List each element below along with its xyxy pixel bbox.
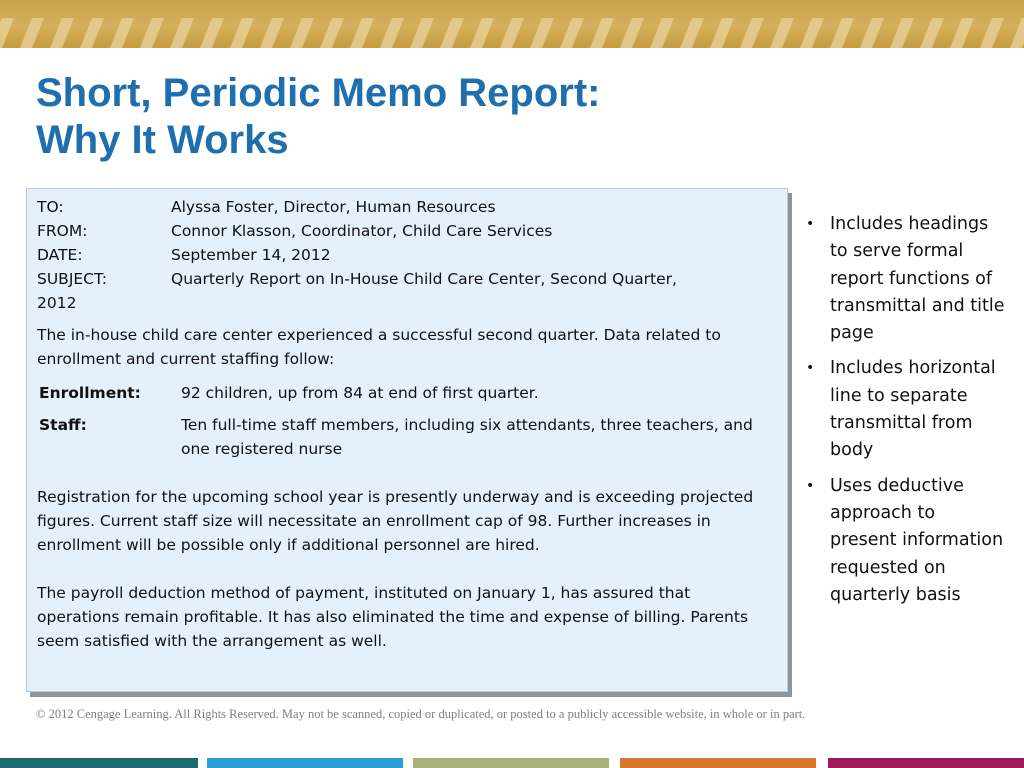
- band-stripe: [200, 18, 224, 48]
- band-stripe: [410, 18, 434, 48]
- bottom-bar-olive: [413, 758, 609, 768]
- band-stripe: [710, 18, 734, 48]
- header-label: SUBJECT:: [37, 270, 107, 288]
- header-value: Connor Klasson, Coordinator, Child Care Services: [171, 222, 553, 240]
- band-stripe: [350, 18, 374, 48]
- band-stripe: [650, 18, 674, 48]
- bullet-list: [806, 211, 1006, 617]
- memo-intro: The in-house child care center experienced a successful second quarter. Data related to enrollment and current staffing follow:: [37, 326, 721, 368]
- bottom-bar-blue: [207, 758, 403, 768]
- band-stripe: [110, 18, 134, 48]
- band-stripes: [0, 18, 1024, 48]
- memo-content: [37, 195, 775, 653]
- enrollment-label: Enrollment:: [39, 384, 141, 402]
- bottom-bar-magenta: [828, 758, 1024, 768]
- memo-header-from: [37, 219, 775, 243]
- bullet-dot-icon: •: [806, 477, 815, 494]
- header-value: Quarterly Report on In-House Child Care Center, Second Quarter,: [171, 270, 677, 288]
- header-value: September 14, 2012: [171, 246, 331, 264]
- header-value: Alyssa Foster, Director, Human Resources: [171, 198, 496, 216]
- header-label: FROM:: [37, 222, 88, 240]
- bottom-bar-teal: [0, 758, 198, 768]
- memo-header-to: [37, 195, 775, 219]
- band-stripe: [470, 18, 494, 48]
- bullet-text: Includes horizontal line to separate transmittal from body: [830, 358, 996, 461]
- band-stripe: [50, 18, 74, 48]
- band-stripe: [620, 18, 644, 48]
- memo-example-box: [26, 188, 788, 692]
- memo-paragraph-payroll: The payroll deduction method of payment, instituted on January 1, has assured that operations remain profitable. It has also eliminated the time and expense of billing. Parents seem satisfied with the arrangement as well.: [37, 584, 749, 650]
- bottom-bar-orange: [620, 758, 816, 768]
- enrollment-row: [37, 381, 775, 405]
- bullet-item: [806, 211, 1006, 347]
- band-stripe: [800, 18, 824, 48]
- enrollment-value: 92 children, up from 84 at end of first quarter.: [181, 384, 539, 402]
- title-line-2: Why It Works: [36, 118, 289, 162]
- staff-row: [37, 413, 775, 461]
- band-stripe: [260, 18, 284, 48]
- band-stripe: [920, 18, 944, 48]
- band-stripe: [500, 18, 524, 48]
- band-stripe: [320, 18, 344, 48]
- memo-paragraph-registration: Registration for the upcoming school year is presently underway and is exceeding projected figures. Current staff size will necessitate an enrollment cap of 98. Further increases in enrollment will be possible only if additional personnel are hired.: [37, 488, 754, 554]
- band-pattern: [0, 0, 1024, 48]
- bullet-dot-icon: •: [806, 216, 815, 232]
- bullet-dot-icon: •: [806, 360, 815, 377]
- band-stripe: [680, 18, 704, 48]
- band-stripe: [80, 18, 104, 48]
- memo-header-subject: [37, 267, 775, 291]
- title-line-1: Short, Periodic Memo Report:: [36, 71, 601, 115]
- subject-wrap: 2012: [37, 294, 77, 312]
- header-label: TO:: [37, 198, 64, 216]
- bullet-item: [806, 473, 1006, 609]
- band-stripe: [980, 18, 1004, 48]
- header-label: DATE:: [37, 246, 83, 264]
- band-stripe: [440, 18, 464, 48]
- band-stripe: [590, 18, 614, 48]
- bullet-item: [806, 355, 1006, 464]
- band-stripe: [20, 18, 44, 48]
- band-stripe: [950, 18, 974, 48]
- band-stripe: [380, 18, 404, 48]
- band-stripe: [560, 18, 584, 48]
- slide-title: [36, 70, 601, 164]
- band-stripe: [860, 18, 884, 48]
- copyright-notice: © 2012 Cengage Learning. All Rights Reserved. May not be scanned, copied or duplicated, or posted to a publicly accessible website, in whole or in part.: [36, 707, 806, 721]
- band-stripe: [1010, 18, 1024, 48]
- band-stripe: [770, 18, 794, 48]
- staff-value: Ten full-time staff members, including six attendants, three teachers, and one registered nurse: [181, 416, 753, 458]
- band-stripe: [290, 18, 314, 48]
- band-stripe: [830, 18, 854, 48]
- bullet-text: Includes headings to serve formal report functions of transmittal and title page: [830, 214, 1005, 344]
- band-stripe: [0, 18, 14, 48]
- staff-label: Staff:: [39, 416, 87, 434]
- band-stripe: [170, 18, 194, 48]
- top-decorative-band: [0, 0, 1024, 48]
- band-stripe: [530, 18, 554, 48]
- memo-header-date: [37, 243, 775, 267]
- bullet-text: Uses deductive approach to present information requested on quarterly basis: [830, 475, 1004, 605]
- band-stripe: [740, 18, 764, 48]
- band-stripe: [140, 18, 164, 48]
- band-stripe: [230, 18, 254, 48]
- band-stripe: [890, 18, 914, 48]
